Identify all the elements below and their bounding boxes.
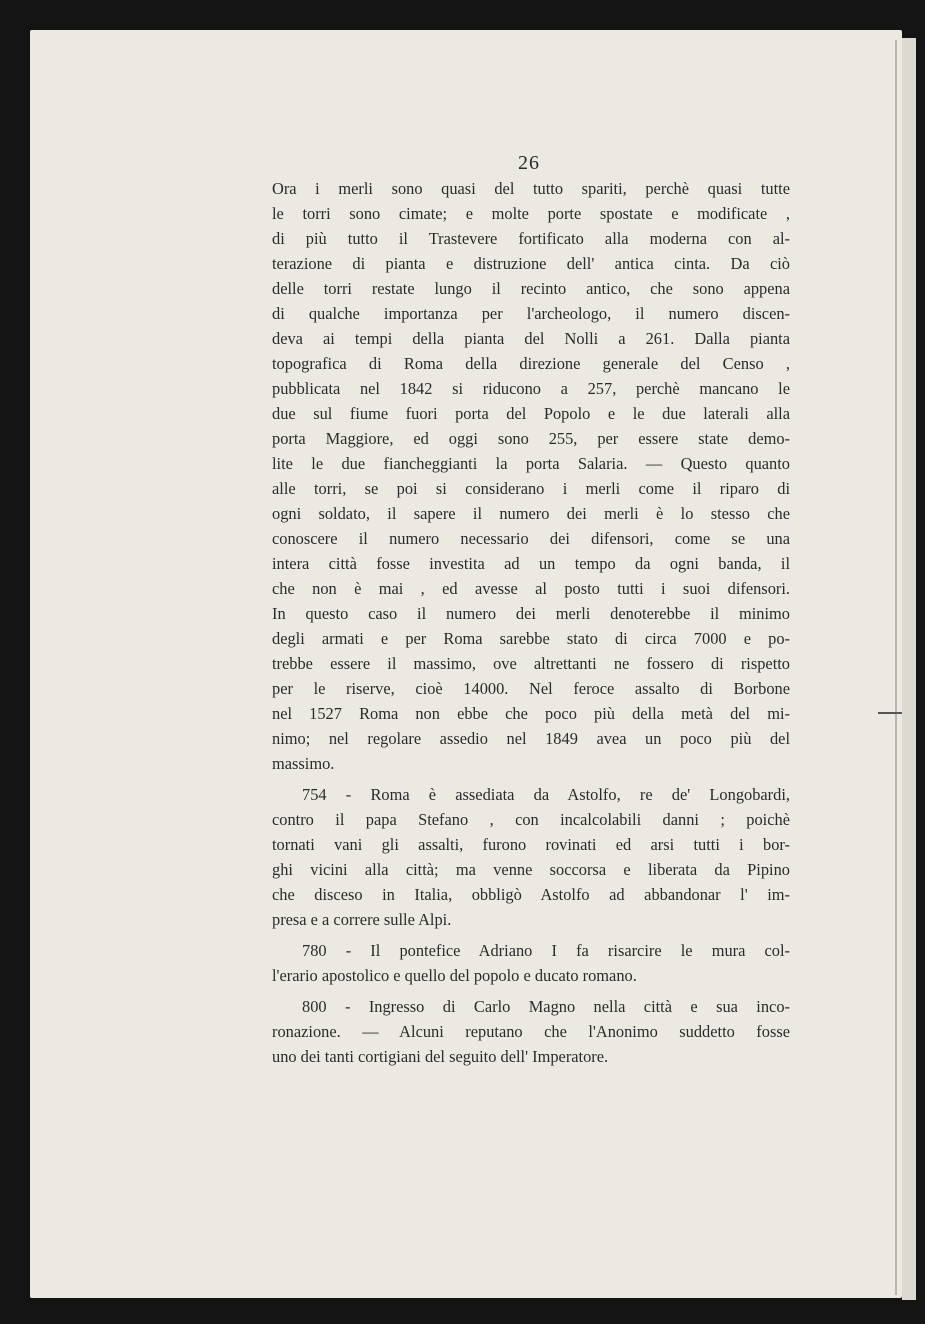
text-line: porta Maggiore, ed oggi sono 255, per essere state demo-	[272, 429, 790, 448]
text-line: ronazione. — Alcuni reputano che l'Anonimo suddetto fosse	[272, 1022, 790, 1041]
text-line: topografica di Roma della direzione generale del Censo ,	[272, 354, 790, 373]
text-line: nimo; nel regolare assedio nel 1849 avea un poco più del	[272, 729, 790, 748]
text-line: le torri sono cimate; e molte porte spostate e modificate ,	[272, 204, 790, 223]
page-number: 26	[518, 152, 540, 174]
text-line: due sul fiume fuori porta del Popolo e le due laterali alla	[272, 404, 790, 423]
text-line: terazione di pianta e distruzione dell' antica cinta. Da ciò	[272, 254, 790, 273]
text-line: deva ai tempi della pianta del Nolli a 261. Dalla pianta	[272, 329, 790, 348]
text-line: l'erario apostolico e quello del popolo e ducato romano.	[272, 966, 637, 985]
text-line: pubblicata nel 1842 si riducono a 257, perchè mancano le	[272, 379, 790, 398]
text-line: uno dei tanti cortigiani del seguito dell' Imperatore.	[272, 1047, 609, 1066]
text-line: nel 1527 Roma non ebbe che poco più della metà del mi-	[272, 704, 790, 723]
text-line: contro il papa Stefano , con incalcolabili danni ; poichè	[272, 810, 790, 829]
margin-tab-mark	[878, 712, 902, 714]
paragraph	[272, 782, 790, 932]
text-line: di più tutto il Trastevere fortificato alla moderna con al-	[272, 229, 790, 248]
text-line: 800 - Ingresso di Carlo Magno nella città e sua inco-	[302, 997, 790, 1016]
text-line: per le riserve, cioè 14000. Nel feroce assalto di Borbone	[272, 679, 790, 698]
text-line: che non è mai , ed avesse al posto tutti i suoi difensori.	[272, 579, 790, 598]
text-line: presa e a correre sulle Alpi.	[272, 910, 452, 929]
text-line: conoscere il numero necessario dei difensori, come se una	[272, 529, 790, 548]
text-line: delle torri restate lungo il recinto antico, che sono appena	[272, 279, 790, 298]
page-edge-line	[895, 40, 897, 1295]
text-line: ogni soldato, il sapere il numero dei merli è lo stesso che	[272, 504, 790, 523]
text-line: intera città fosse investita ad un tempo da ogni banda, il	[272, 554, 790, 573]
text-line: lite le due fiancheggianti la porta Salaria. — Questo quanto	[272, 454, 790, 473]
paragraph	[272, 938, 790, 988]
text-line: Ora i merli sono quasi del tutto spariti, perchè quasi tutte	[272, 179, 790, 198]
text-line: trebbe essere il massimo, ove altrettanti ne fossero di rispetto	[272, 654, 790, 673]
text-line: alle torri, se poi si considerano i merli come il riparo di	[272, 479, 790, 498]
text-line: ghi vicini alla città; ma venne soccorsa e liberata da Pipino	[272, 860, 790, 879]
text-line: 754 - Roma è assediata da Astolfo, re de' Longobardi,	[302, 785, 790, 804]
body-text	[272, 176, 790, 1069]
paragraph	[272, 176, 790, 776]
paragraph	[272, 994, 790, 1069]
text-line: 780 - Il pontefice Adriano I fa risarcire le mura col-	[302, 941, 790, 960]
text-line: tornati vani gli assalti, furono rovinati ed arsi tutti i bor-	[272, 835, 790, 854]
text-line: degli armati e per Roma sarebbe stato di circa 7000 e po-	[272, 629, 790, 648]
text-line: In questo caso il numero dei merli denoterebbe il minimo	[272, 604, 790, 623]
text-line: di qualche importanza per l'archeologo, il numero discen-	[272, 304, 790, 323]
text-line: che disceso in Italia, obbligò Astolfo ad abbandonar l' im-	[272, 885, 790, 904]
next-page-edge	[902, 38, 916, 1300]
text-line: massimo.	[272, 754, 335, 773]
